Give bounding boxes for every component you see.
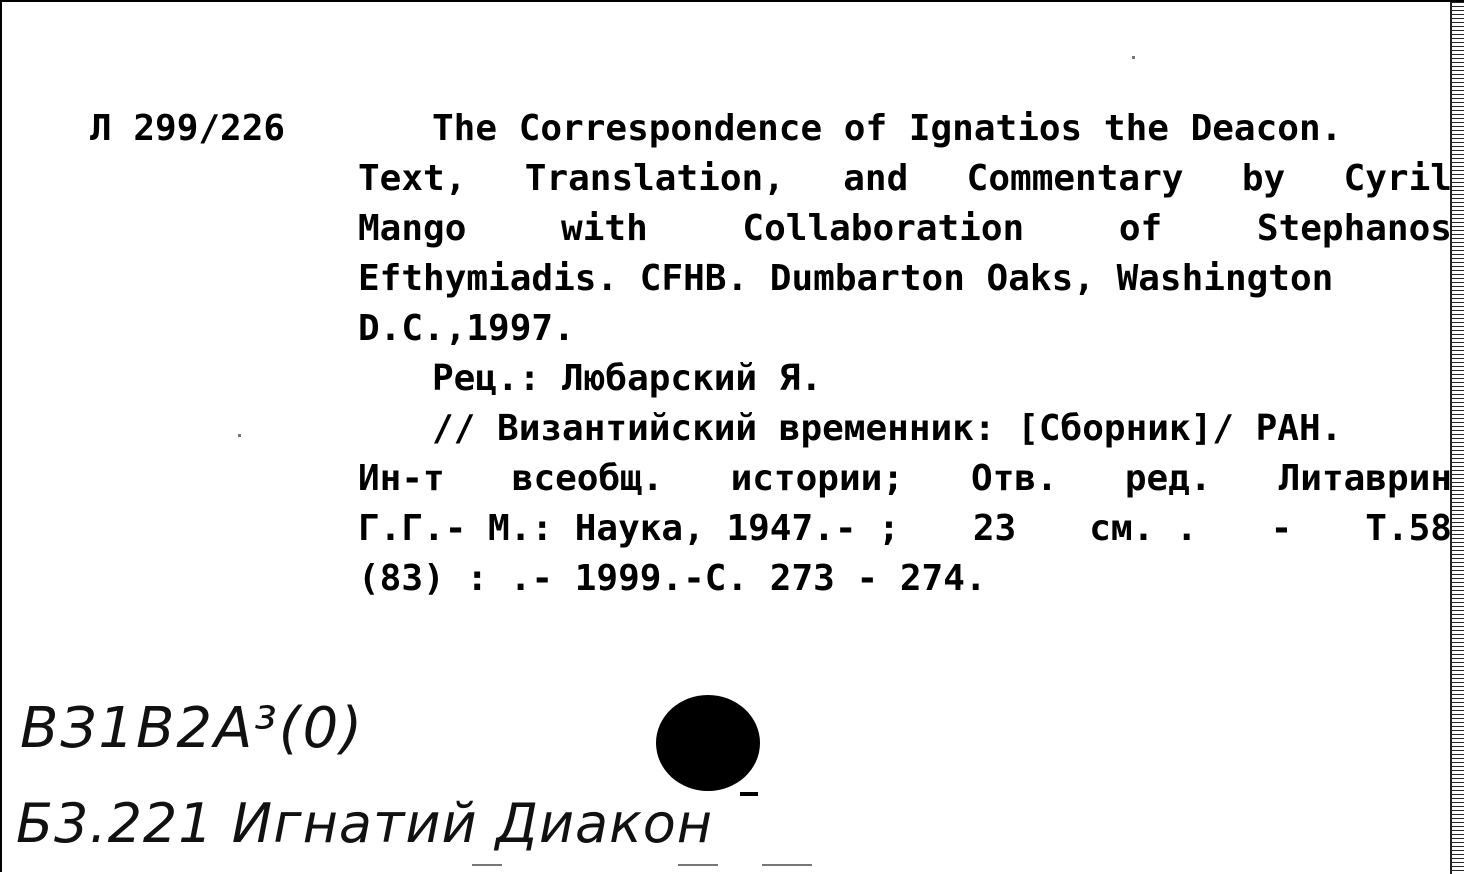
handwritten-classification: ВЗ1В2А³(0) [20, 696, 365, 761]
citation-line-1: The Correspondence of Ignatios the Deacon. [432, 108, 1343, 149]
source-line-1: // Византийский временник: [Сборник]/ РАН. [432, 408, 1343, 449]
speck [472, 864, 502, 866]
source-line-2: Ин-т всеобщ. истории; Отв. ред. Литаврин [358, 458, 1452, 499]
citation-line-3: Mango with Collaboration of Stephanos [358, 208, 1452, 249]
handwritten-subject: Б3.221 Игнатий Диакон [16, 792, 714, 855]
source-line-4: (83) : .- 1999.-С. 273 - 274. [358, 558, 987, 599]
speck [762, 864, 812, 866]
citation-line-2: Text, Translation, and Commentary by Cyril [358, 158, 1452, 199]
punch-hole [656, 695, 760, 791]
speck [678, 864, 718, 866]
speck [238, 434, 241, 437]
citation-line-5: D.C.,1997. [358, 308, 575, 349]
citation-line-4: Efthymiadis. CFHB. Dumbarton Oaks, Washington [358, 258, 1334, 299]
source-line-3: Г.Г.- М.: Наука, 1947.- ; 23 см. . - Т.58 [358, 508, 1452, 549]
speck [1132, 56, 1135, 59]
review-line: Рец.: Любарский Я. [432, 358, 823, 399]
shelfmark: Л 299/226 [90, 108, 286, 149]
punch-hole-mark [740, 792, 758, 796]
